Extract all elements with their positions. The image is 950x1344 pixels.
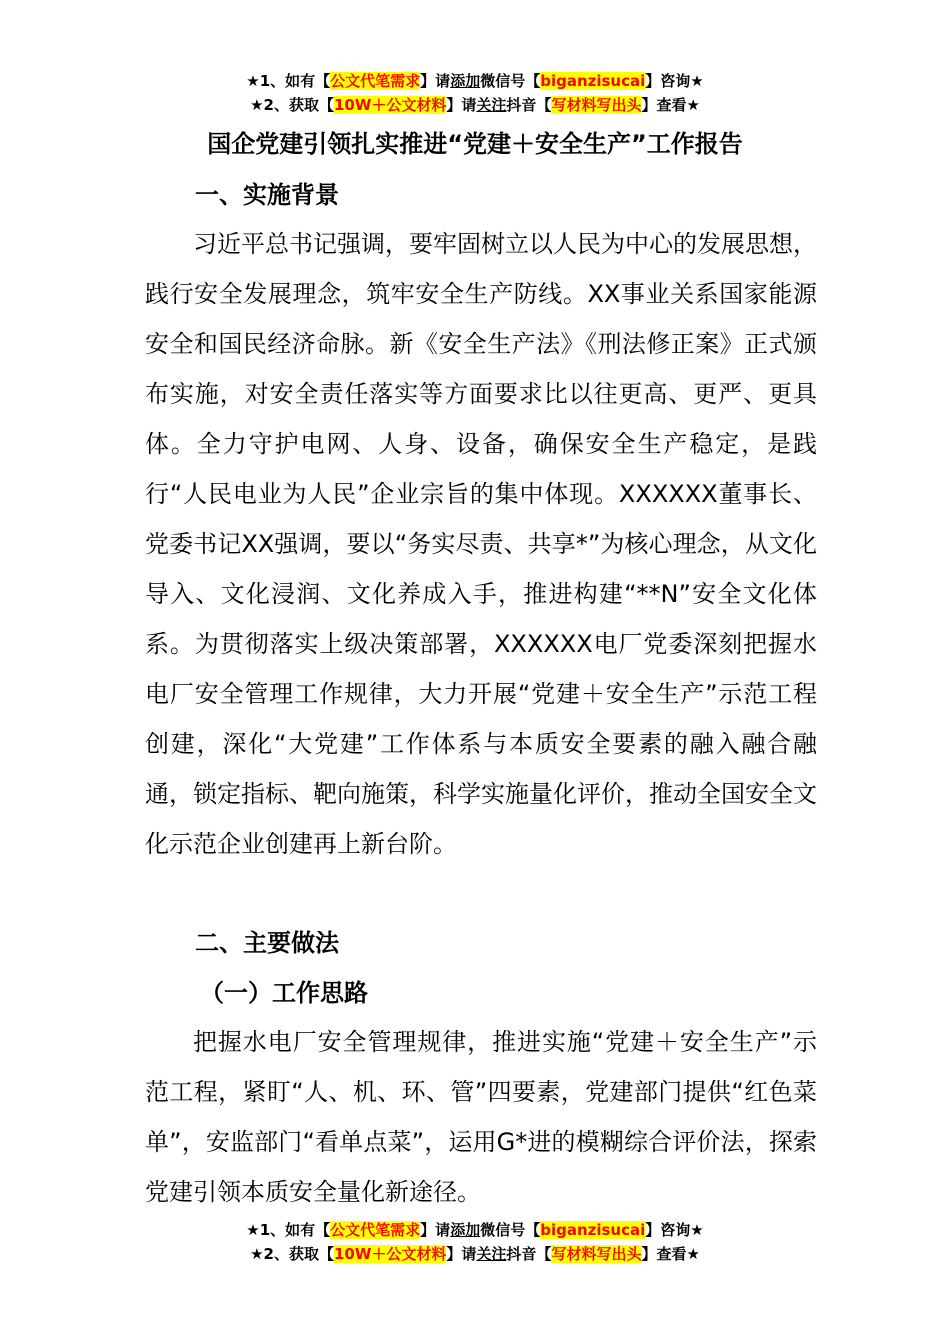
promo-text: 微信号【	[480, 1221, 541, 1239]
section-1-paragraph: 习近平总书记强调，要牢固树立以人民为中心的发展思想，践行安全发展理念，筑牢安全生产防线。XX事业关系国家能源安全和国民经济命脉。新《安全生产法》《刑法修正案》正式颁布实施，对安全责任落实等方面要求比以往更高、更严、更具体。全力守护电网、人身、设备，确保安全生产稳定，是践行“人民电业为人民”企业宗旨的集中体现。XXXXXX董事长、党委书记XX强调，要以“务实尽责、共享*”为核心理念，从文化导入、文化浸润、文化养成入手，推进构建“**N”安全文化体系。为贯彻落实上级决策部署，XXXXXX电厂党委深刻把握水电厂安全管理工作规律，大力开展“党建＋安全生产”示范工程创建，深化“大党建”工作体系与本质安全要素的融入融合融通，锁定指标、靶向施策，科学实施量化评价，推动全国安全文化示范企业创建再上新台阶。	[145, 230, 817, 858]
section-2-heading: 二、主要做法	[195, 929, 339, 957]
promo-highlight: 公文代笔需求	[330, 72, 421, 90]
promo-douyin-id: 写材料写出头	[551, 96, 642, 114]
section-1-heading: 一、实施背景	[195, 181, 339, 209]
promo-text: 】请	[446, 1245, 477, 1263]
promo-text: 】请	[420, 72, 451, 90]
promo-text: ★1、如有【	[246, 72, 331, 90]
promo-wechat-id: biganzisucai	[540, 72, 646, 90]
promo-text: 】查看★	[641, 1245, 700, 1263]
promo-highlight: 10W＋公文材料	[333, 96, 447, 114]
promo-underline: 添加	[450, 72, 481, 90]
promo-text: ★2、获取【	[250, 1245, 334, 1263]
promo-underline: 关注	[476, 96, 507, 114]
promo-text: 】咨询★	[645, 72, 704, 90]
document-title: 国企党建引领扎实推进“党建＋安全生产”工作报告	[207, 130, 743, 158]
promo-highlight: 10W＋公文材料	[333, 1245, 447, 1263]
promo-text: 微信号【	[480, 72, 541, 90]
promo-underline: 关注	[476, 1245, 507, 1263]
promo-wechat-id: biganzisucai	[540, 1221, 646, 1239]
promo-text: 抖音【	[506, 96, 552, 114]
promo-text: 】查看★	[641, 96, 700, 114]
promo-text: 】请	[446, 96, 477, 114]
promo-text: ★2、获取【	[250, 96, 334, 114]
promo-underline: 添加	[450, 1221, 481, 1239]
section-2-paragraph: 把握水电厂安全管理规律，推进实施“党建＋安全生产”示范工程，紧盯“人、机、环、管”四要素，党建部门提供“红色菜单”，安监部门“看单点菜”，运用G*进的模糊综合评价法，探索党建引领本质安全量化新途径。	[145, 1028, 817, 1206]
promo-bottom-line-1	[0, 1219, 950, 1241]
promo-text: 】请	[420, 1221, 451, 1239]
promo-text: ★1、如有【	[246, 1221, 331, 1239]
section-2-subheading-1: （一）工作思路	[200, 979, 368, 1007]
promo-top-line-1	[0, 70, 950, 92]
promo-text: 抖音【	[506, 1245, 552, 1263]
promo-top-line-2	[0, 94, 950, 116]
promo-text: 】咨询★	[645, 1221, 704, 1239]
promo-bottom-line-2	[0, 1243, 950, 1265]
promo-highlight: 公文代笔需求	[330, 1221, 421, 1239]
promo-douyin-id: 写材料写出头	[551, 1245, 642, 1263]
